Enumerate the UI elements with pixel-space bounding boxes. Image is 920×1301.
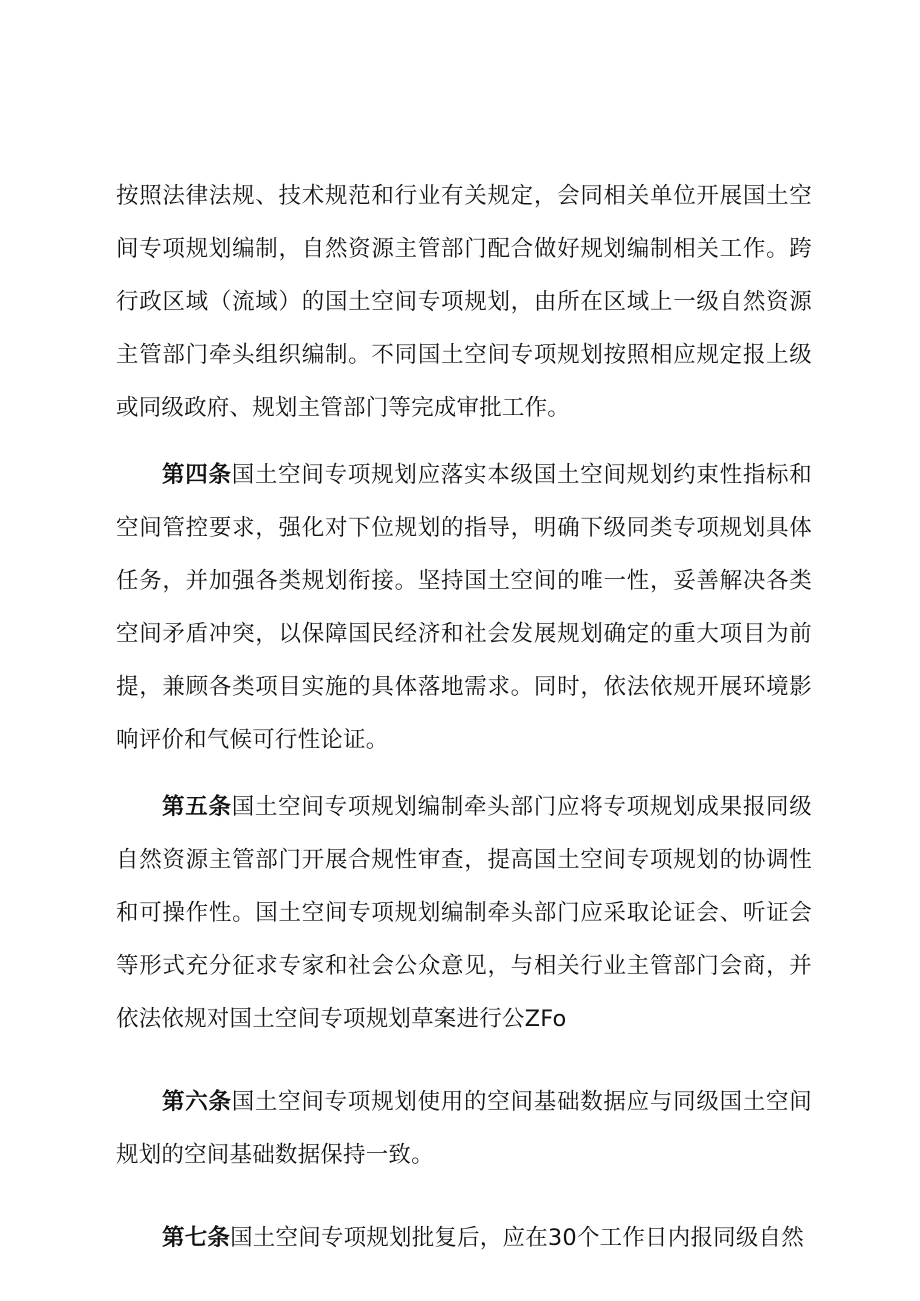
article-5-paragraph <box>116 781 812 1046</box>
article-4-paragraph <box>116 449 812 767</box>
article-6-paragraph <box>116 1076 812 1182</box>
paragraph-text: 国土空间专项规划批复后，应在30个工作日内报同级自然 <box>230 1225 804 1251</box>
paragraph-text: 国土空间专项规划使用的空间基础数据应与同级国土空间规划的空间基础数据保持一致。 <box>116 1089 812 1168</box>
article-7-paragraph <box>116 1212 812 1265</box>
paragraph-text: 国土空间专项规划编制牵头部门应将专项规划成果报同级自然资源主管部门开展合规性审查，提高国土空间专项规划的协调性和可操作性。国土空间专项规划编制牵头部门应采取论证会、听证会等形式充分征求专家和社会公众意见，与相关行业主管部门会商，并依法依规对国土空间专项规划草案进行公ZFo <box>116 794 812 1032</box>
paragraph-text: 按照法律法规、技术规范和行业有关规定，会同相关单位开展国土空间专项规划编制，自然资源主管部门配合做好规划编制相关工作。跨行政区域（流域）的国土空间专项规划，由所在区域上一级自然资源主管部门牵头组织编制。不同国土空间专项规划按照相应规定报上级或同级政府、规划主管部门等完成审批工作。 <box>116 183 812 421</box>
paragraph-continuation <box>116 170 812 435</box>
paragraph-text: 国土空间专项规划应落实本级国土空间规划约束性指标和空间管控要求，强化对下位规划的指导，明确下级同类专项规划具体任务，并加强各类规划衔接。坚持国土空间的唯一性，妥善解决各类空间矛盾冲突，以保障国民经济和社会发展规划确定的重大项目为前提，兼顾各类项目实施的具体落地需求。同时，依法依规开展环境影响评价和气候可行性论证。 <box>116 462 812 753</box>
article-number: 第七条 <box>162 1225 231 1251</box>
article-number: 第四条 <box>162 462 232 488</box>
article-number: 第六条 <box>162 1089 232 1115</box>
article-number: 第五条 <box>162 794 232 820</box>
document-body <box>116 170 812 1265</box>
